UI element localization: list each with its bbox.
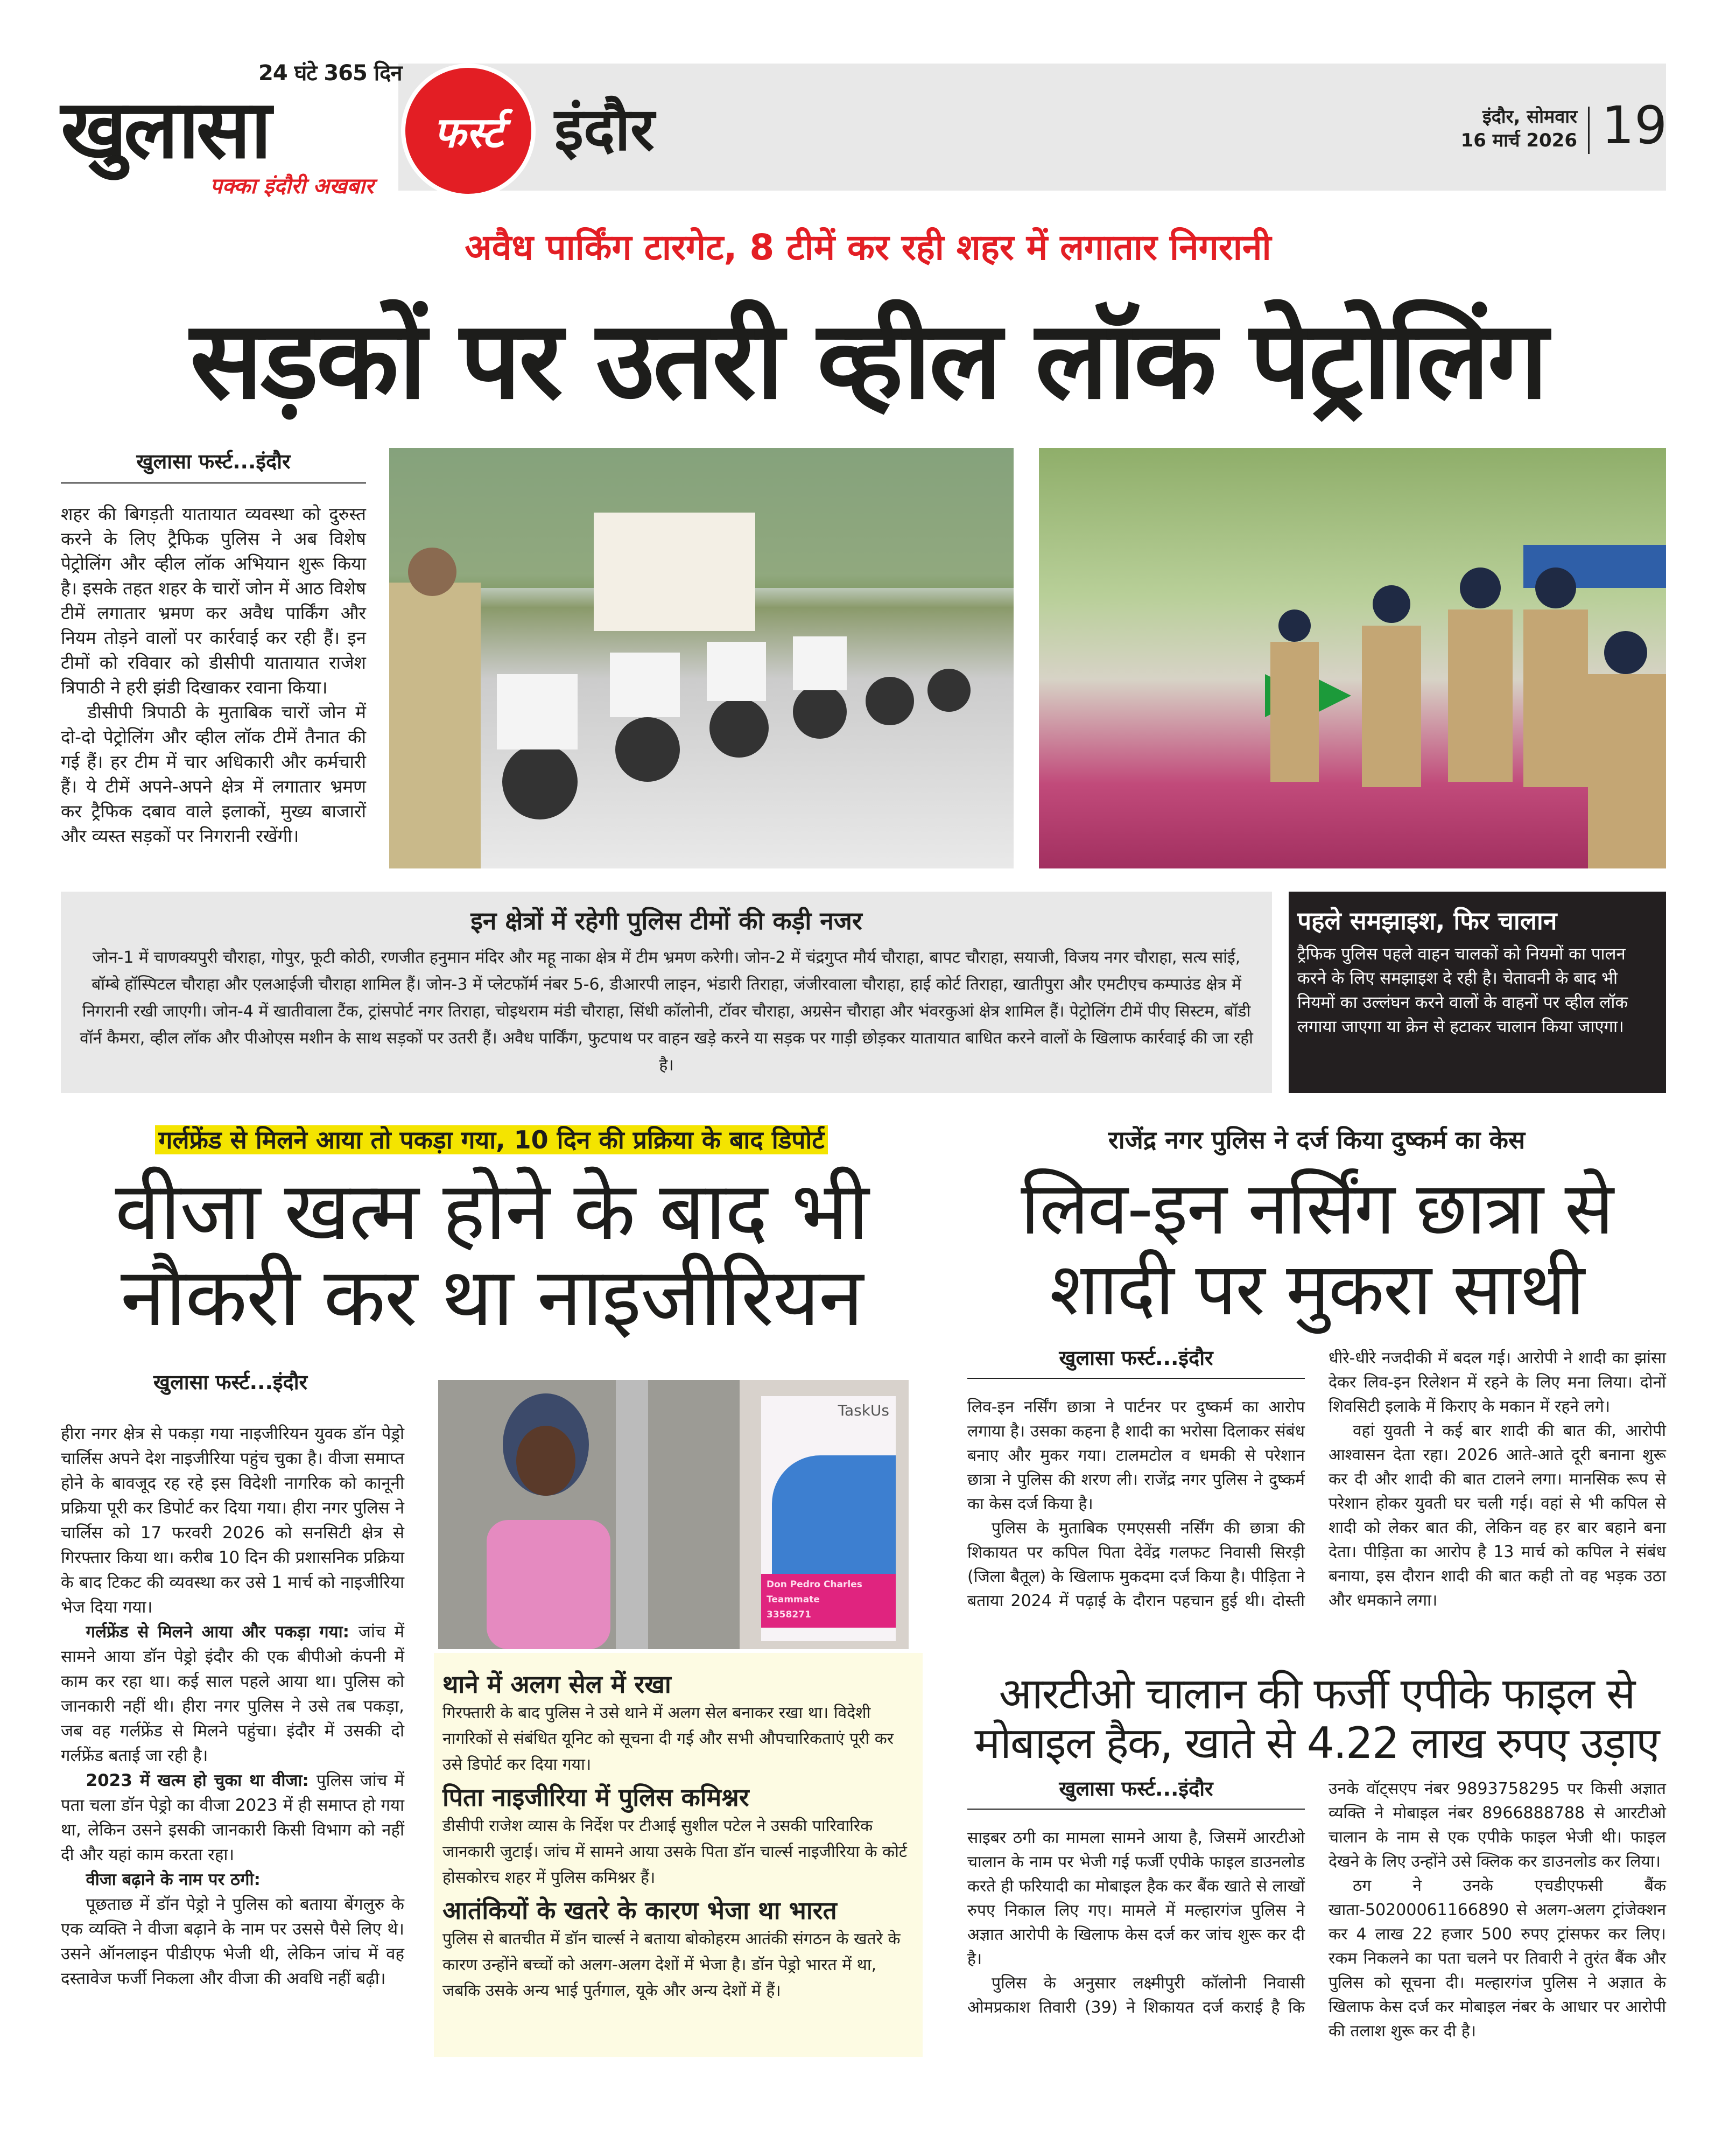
visa-body <box>61 1421 404 1991</box>
warning-box <box>1289 892 1666 1093</box>
id-card-role: Teammate <box>767 1594 820 1605</box>
paragraph: गर्लफ्रेंड से मिलने आया और पकड़ा गया: जांच में सामने आया डॉन पेड्रो इंदौर की एक बीपीओ कंपनी में काम कर रहा था। कई साल पहले आया था। पुलिस को जानकारी नहीं थी। हीरा नगर पुलिस ने उसे तब पकड़ा, जब वह गर्लफ्रेंड से मिलने पहुंचा। इंदौर में उसकी दो गर्लफ्रेंड बताई जा रही है। <box>61 1622 404 1765</box>
zones-box-title: इन क्षेत्रों में रहेगी पुलिस टीमों की कड़ी नजर <box>470 906 862 935</box>
id-card-company: TaskUs <box>838 1402 889 1419</box>
livein-headline <box>967 1168 1666 1330</box>
headline-line: नौकरी कर था नाइजीरियन <box>120 1251 863 1344</box>
headline-line: वीजा खत्म होने के बाद भी <box>115 1165 868 1258</box>
paragraph: डीसीपी त्रिपाठी के मुताबिक चारों जोन में दो-दो पेट्रोलिंग और व्हील लॉक टीमें तैनात की गई हैं। हर टीम में चार अधिकारी और कर्मचारी हैं। ये टीमें अपने-अपने क्षेत्र में लगातार भ्रमण कर ट्रैफिक दबाव वाले इलाकों, मुख्य बाजारों और व्यस्त सड़कों पर निगरानी रखेंगी। <box>61 702 366 846</box>
id-card-number: 3358271 <box>767 1609 811 1620</box>
warning-box-title: पहले समझाइश, फिर चालान <box>1297 906 1557 935</box>
paragraph: शहर की बिगड़ती यातायात व्यवस्था को दुरुस्त करने के लिए ट्रैफिक पुलिस ने अब विशेष पेट्रोलिंग और व्हील लॉक अभियान शुरू किया है। इसके तहत शहर के चारों जोन में आठ विशेष टीमें लगातार भ्रमण कर अवैध पार्किंग और नियम तोड़ने वालों पर कार्रवाई कर रही हैं। इन टीमों को रविवार को डीसीपी यातायात राजेश त्रिपाठी ने हरी झंडी दिखाकर रवाना किया। <box>61 503 366 698</box>
visa-article <box>61 1368 404 1991</box>
zones-box <box>61 892 1272 1093</box>
visa-headline <box>61 1165 922 1344</box>
zones-box-text: जोन-1 में चाणक्यपुरी चौराहा, गोपुर, फूटी कोठी, रणजीत हनुमान मंदिर और महू नाका क्षेत्र में टीम भ्रमण करेगी। जोन-2 में चंद्रगुप्त मौर्य चौराहा, बापट चौराहा, सयाजी, विजय नगर चौराहा, सत्य सांई, बॉम्बे हॉस्पिटल चौराहा और एलआईजी चौराहा शामिल हैं। जोन-3 में प्लेटफॉर्म नंबर 5-6, डीआरपी लाइन, भंडारी तिराहा, जंजीरवाला चौराहा, हाई कोर्ट तिराहा, खातीपुरा और एमटीएच कम्पाउंड क्षेत्र में निगरानी रखी जाएगी। जोन-4 में खातीवाला टैंक, ट्रांसपोर्ट नगर तिराहा, चोइथराम मंडी चौराहा, सिंधी कॉलोनी, टॉवर चौराहा, अग्रसेन चौराहा और भंवरकुआं क्षेत्र शामिल हैं। पेट्रोलिंग टीमें पीए सिस्टम, बॉडी वॉर्न कैमरा, व्हील लॉक और पीओएस मशीन के साथ सड़कों पर उतरी हैं। अवैध पार्किंग, फुटपाथ पर वाहन खड़े करने या सड़क पर गाड़ी छोड़कर यातायात बाधित करने वालों के खिलाफ कार्रवाई की जा रही है। <box>80 948 1253 1075</box>
byline: खुलासा फर्स्ट...इंदौर <box>153 1370 308 1394</box>
visa-kicker <box>61 1123 922 1156</box>
edition-city: इंदौर <box>554 95 655 164</box>
sidebar-text: गिरफ्तारी के बाद पुलिस ने उसे थाने में अलग सेल बनाकर रखा था। विदेशी नागरिकों से संबंधित यूनिट को सूचना दी गई और सभी औपचारिकताएं पूरी कर उसे डिपोर्ट कर दिया गया। <box>442 1704 894 1774</box>
paragraph: लिव-इन नर्सिंग छात्रा ने पार्टनर पर दुष्कर्म का आरोप लगाया है। उसका कहना है शादी का भरोसा दिलाकर संबंध बनाए और मुकर गया। टालमटोल व धमकी से परेशान छात्रा ने पुलिस की शरण ली। राजेंद्र नगर पुलिस ने दुष्कर्म का केस दर्ज किया है। <box>967 1398 1305 1514</box>
divider <box>1588 107 1590 154</box>
sidebar-text: डीसीपी राजेश व्यास के निर्देश पर टीआई सुशील पटेल ने उसकी पारिवारिक जानकारी जुटाई। जांच में सामने आया उसके पिता डॉन चार्ल्स नाइजीरिया के कोर्ट होसकोरच शहर में पुलिस कमिश्नर हैं। <box>442 1817 907 1887</box>
lead-body <box>61 502 366 849</box>
sidebar-heading: थाने में अलग सेल में रखा <box>442 1670 671 1699</box>
byline: खुलासा फर्स्ट...इंदौर <box>967 1346 1305 1379</box>
visa-sidebar <box>434 1653 923 2057</box>
masthead-logo: खुलासा <box>61 83 269 177</box>
warning-box-text: ट्रैफिक पुलिस पहले वाहन चालकों को नियमों का पालन करने के लिए समझाइश दे रही है। चेतावनी के बाद भी नियमों का उल्लंघन करने वालों के वाहनों पर व्हील लॉक लगाया जाएगा या क्रेन से हटाकर चालान किया जाएगा। <box>1297 944 1628 1036</box>
kicker-highlight: गर्लफ्रेंड से मिलने आया तो पकड़ा गया, 10 दिन की प्रक्रिया के बाद डिपोर्ट <box>155 1125 827 1154</box>
paragraph: पूछताछ में डॉन पेड्रो ने पुलिस को बताया बेंगलुरु के एक व्यक्ति ने वीजा बढ़ाने के नाम पर उससे पैसे लिए थे। उसने ऑनलाइन पीडीएफ भेजी थी, लेकिन जांच में वह दस्तावेज फर्जी निकला और वीजा की अवधि नहीं बढ़ी। <box>61 1895 404 1988</box>
photo-flag-off <box>1039 448 1666 868</box>
paragraph: वहां युवती ने कई बार शादी की बात की, आरोपी आश्वासन देता रहा। 2026 आते-आते दूरी बनाना शुरू कर दी और शादी की बात टालने लगा। मानसिक रूप से परेशान होकर युवती घर चली गई। वहां से भी कपिल से शादी को लेकर बात की, लेकिन वह हर बार बहाने बना देता। पीड़िता का आरोप है 13 मार्च को कपिल ने संबंध बनाया, इस दौरान शादी की बात कही तो वह भड़क उठा और धमकाने लगा। <box>1329 1421 1666 1610</box>
paragraph: हीरा नगर क्षेत्र से पकड़ा गया नाइजीरियन युवक डॉन पेड्रो चार्लिस अपने देश नाइजीरिया पहुंच चुका है। वीजा समाप्त होने के बावजूद रह रहे इस विदेशी नागरिक को कानूनी प्रक्रिया पूरी कर डिपोर्ट कर दिया गया। हीरा नगर पुलिस ने चार्लिस को 17 फरवरी 2026 को सनसिटी क्षेत्र से गिरफ्तार किया था। करीब 10 दिन की प्रशासनिक प्रक्रिया के बाद टिकट की व्यवस्था कर उसे 1 मार्च को नाइजीरिया भेज दिया गया। <box>61 1424 404 1617</box>
paragraph: ठग ने उनके एचडीएफसी बैंक खाता-50200061166890 से अलग-अलग ट्रांजेक्शन कर 4 लाख 22 हजार 500 रुपए ट्रांसफर कर लिए। रकम निकलने का पता चलने पर तिवारी ने तुरंत बैंक और पुलिस को सूचना दी। मल्हारगंज पुलिस ने अज्ञात के खिलाफ केस दर्ज कर मोबाइल नंबर के आधार पर आरोपी की तलाश शुरू कर दी है। <box>1329 1876 1666 2041</box>
flag-off-illustration <box>1039 448 1666 868</box>
rto-article <box>967 1777 1666 2062</box>
photo-accused <box>438 1380 909 1649</box>
headline-line: मोबाइल हैक, खाते से 4.22 लाख रुपए उड़ाए <box>974 1718 1659 1768</box>
masthead-tagline: 24 घंटे 365 दिन <box>258 61 402 86</box>
paragraph: वीजा बढ़ाने के नाम पर ठगी: <box>86 1870 261 1889</box>
date-line-day: इंदौर, सोमवार <box>1482 106 1577 128</box>
rto-headline <box>967 1669 1666 1768</box>
lead-kicker: अवैध पार्किंग टारगेट, 8 टीमें कर रही शहर में लगातार निगरानी <box>465 227 1271 268</box>
lead-article <box>61 447 366 849</box>
page-number: 19 <box>1601 95 1668 156</box>
byline: खुलासा फर्स्ट...इंदौर <box>61 447 366 484</box>
lead-headline: सड़कों पर उतरी व्हील लॉक पेट्रोलिंग <box>190 298 1546 423</box>
headline-line: आरटीओ चालान की फर्जी एपीके फाइल से <box>999 1669 1635 1719</box>
masthead-slogan: पक्का इंदौरी अखबार <box>210 174 374 199</box>
bikes-illustration <box>389 448 1014 868</box>
livein-article <box>967 1346 1666 1648</box>
paragraph: साइबर ठगी का मामला सामने आया है, जिसमें आरटीओ चालान के नाम पर भेजी गई फर्जी एपीके फाइल डाउनलोड करते ही फरियादी का मोबाइल हैक कर बैंक खाते से लाखों रुपए निकाल लिए गए। मामले में मल्हारगंज पुलिस ने अज्ञात आरोपी के खिलाफ केस दर्ज कर जांच शुरू कर दी है। <box>967 1828 1305 1968</box>
logo-badge-text: फर्स्ट <box>433 109 503 157</box>
date-line-date: 16 मार्च 2026 <box>1460 130 1577 152</box>
paragraph: पुलिस के मुताबिक एमएससी नर्सिंग की छात्रा की शिकायत पर कपिल पिता देवेंद्र गलफट निवासी सिरड़ी (जिला बैतूल) के खिलाफ मुकदमा दर्ज किया है। पीड़िता ने बताया 2024 में पढ़ाई के दौरान पहचान हुई थी। दोस्ती धीरे-धीरे नजदीकी में बदल गई। आरोपी ने शादी का झांसा देकर लिव-इन रिलेशन में रहने के लिए मना लिया। दोनों शिवसिटी इलाके में किराए के मकान में रहने लगे। <box>967 1349 1666 1610</box>
sidebar-heading: पिता नाइजीरिया में पुलिस कमिश्नर <box>442 1783 749 1812</box>
byline: खुलासा फर्स्ट...इंदौर <box>967 1777 1305 1810</box>
paragraph: पुलिस के अनुसार लक्ष्मीपुरी कॉलोनी निवासी ओमप्रकाश तिवारी (39) ने शिकायत दर्ज कराई है कि उनके वॉट्सएप नंबर 9893758295 पर किसी अज्ञात व्यक्ति ने मोबाइल नंबर 8966888788 से आरटीओ चालान के नाम से एक एपीके फाइल भेजी थी। फाइल देखने के लिए उन्होंने उसे क्लिक कर डाउनलोड कर लिया। <box>967 1779 1666 2017</box>
id-card-details <box>761 1574 896 1628</box>
paragraph: 2023 में खत्म हो चुका था वीजा: पुलिस जांच में पता चला डॉन पेड्रो का वीजा 2023 में ही समाप्त हो गया था, लेकिन उसने इसकी जानकारी किसी विभाग को नहीं दी और यहां काम करता रहा। <box>61 1771 404 1865</box>
photo-police-bikes <box>389 448 1014 868</box>
headline-line: शादी पर मुकरा साथी <box>1049 1247 1584 1332</box>
sidebar-text: पुलिस से बातचीत में डॉन चार्ल्स ने बताया बोकोहरम आतंकी संगठन के खतरे के कारण उन्होंने बच्चों को अलग-अलग देशों में भेजा है। डॉन पेड्रो भारत में था, जबकि उसके अन्य भाई पुर्तगाल, यूके और अन्य देशों में हैं। <box>442 1930 901 2000</box>
sidebar-heading: आतंकियों के खतरे के कारण भेजा था भारत <box>442 1896 837 1925</box>
headline-line: लिव-इन नर्सिंग छात्रा से <box>1021 1166 1613 1251</box>
livein-kicker: राजेंद्र नगर पुलिस ने दर्ज किया दुष्कर्म का केस <box>1108 1125 1526 1154</box>
id-card-photo <box>772 1455 896 1574</box>
id-card <box>761 1396 896 1641</box>
edition-date <box>1421 105 1577 152</box>
masthead-logo-badge <box>401 64 536 198</box>
id-card-name: Don Pedro Charles <box>767 1579 862 1590</box>
